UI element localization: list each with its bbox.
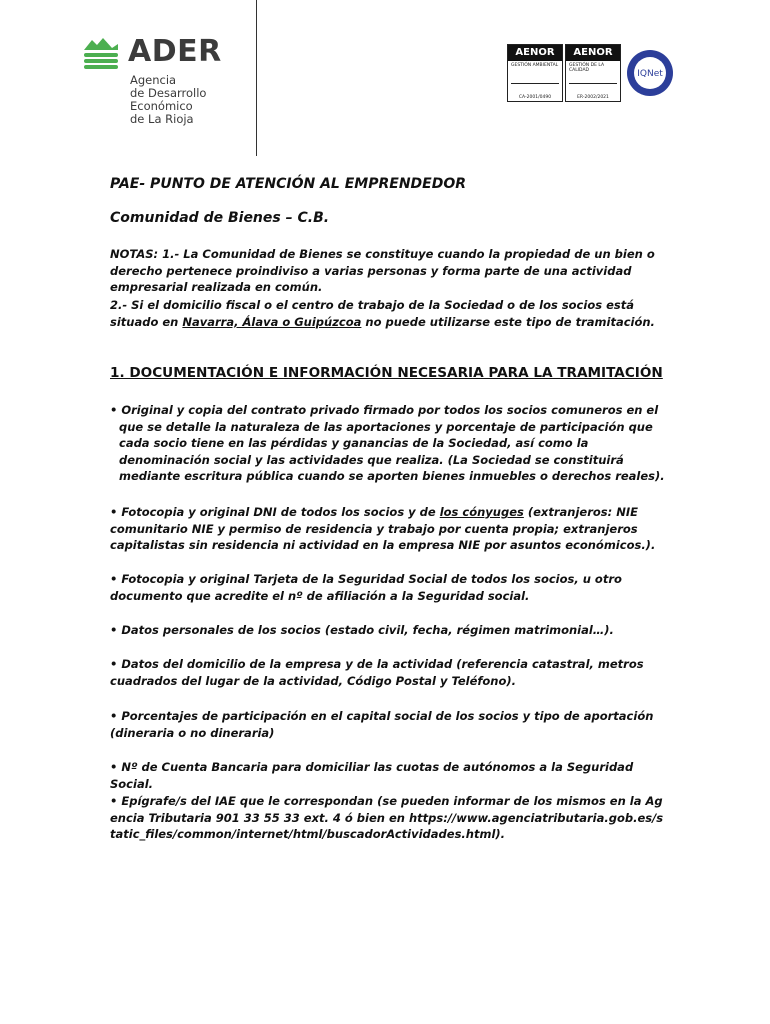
list-item: • Nº de Cuenta Bancaria para domiciliar las cuotas de autónomos a la Seguridad Social. (110, 760, 634, 791)
page-subtitle: Comunidad de Bienes – C.B. (110, 210, 330, 226)
section-heading: 1. DOCUMENTACIÓN E INFORMACIÓN NECESARIA PARA LA TRAMITACIÓN (110, 365, 663, 381)
spouses-link: los cónyuges (439, 505, 524, 519)
header-divider (256, 0, 257, 156)
note-1: NOTAS: 1.- La Comunidad de Bienes se constituye cuando la propiedad de un bien o derecho pertenece proindiviso a varias personas y forma parte de una actividad empresarial realizada en común. (110, 247, 655, 295)
aenor-line: GESTIÓN AMBIENTAL (511, 63, 559, 68)
ader-logo (82, 34, 232, 134)
aenor-code: ER-2002/2021 (577, 95, 609, 100)
list-item: • Datos personales de los socios (estado civil, fecha, régimen matrimonial…). (110, 623, 614, 637)
note-2: 2.- Si el domicilio fiscal o el centro de trabajo de la Sociedad o de los socios está situado en Navarra, Álava o Guipúzcoa no puede utilizarse este tipo de tramitación. (110, 298, 655, 329)
list-item: • Fotocopia y original DNI de todos los socios y de los cónyuges (extranjeros: NIE comunitario NIE y permiso de residencia y trabajo por cuenta propia; extranjeros capitalistas sin residencia ni actividad en la empresa NIE por asuntos económicos.). (110, 505, 656, 553)
logo-name: ADER (128, 34, 222, 69)
aenor-code: CA-2001/0490 (518, 95, 552, 100)
list-item: • Original y copia del contrato privado firmado por todos los socios comuneros en el que se detalle la naturaleza de las aportaciones y porcentaje de participación que cada socio tiene en las pérdidas y ganancias de la Sociedad, así como la denominación social y las actividades que realiza. (La Sociedad se constituirá mediante escritura pública cuando se aporten bienes inmuebles o derechos reales). (110, 403, 665, 484)
aenor-quality-badge (565, 44, 621, 102)
logo-sub-line: Económico (130, 99, 193, 113)
iqnet-text: IQNet (637, 69, 663, 79)
region-link: Navarra, Álava o Guipúzcoa (182, 314, 362, 329)
logo-sub-line: de La Rioja (130, 112, 194, 126)
logo-sub-line: de Desarrollo (130, 86, 207, 100)
aenor-brand: AENOR (508, 45, 562, 61)
logo-sub-line: Agencia (130, 73, 177, 87)
certifications (507, 44, 675, 106)
iqnet-seal-icon (625, 48, 675, 98)
page-title: PAE- PUNTO DE ATENCIÓN AL EMPRENDEDOR (110, 176, 467, 192)
list-item: • Fotocopia y original Tarjeta de la Seguridad Social de todos los socios, u otro documento que acredite el nº de afiliación a la Seguridad social. (110, 572, 622, 603)
list-item: • Epígrafe/s del IAE que le correspondan (se pueden informar de los mismos en la Agencia Tributaria 901 33 55 33 ext. 4 ó bien en https://www.agenciatributaria.gob.es/static_files/common/internet/html/buscadorActividades.html). (110, 794, 664, 842)
list-item: • Porcentajes de participación en el capital social de los socios y tipo de aportación (dineraria o no dineraria) (110, 709, 654, 740)
logo-subtitle (130, 74, 206, 126)
list-item: • Datos del domicilio de la empresa y de la actividad (referencia catastral, metros cuadrados del lugar de la actividad, Código Postal y Teléfono). (110, 657, 644, 688)
aenor-brand: AENOR (566, 45, 620, 61)
aenor-environmental-badge (507, 44, 563, 102)
ader-mark-icon (82, 36, 120, 70)
aenor-line: GESTIÓN DE LA CALIDAD (569, 63, 605, 73)
